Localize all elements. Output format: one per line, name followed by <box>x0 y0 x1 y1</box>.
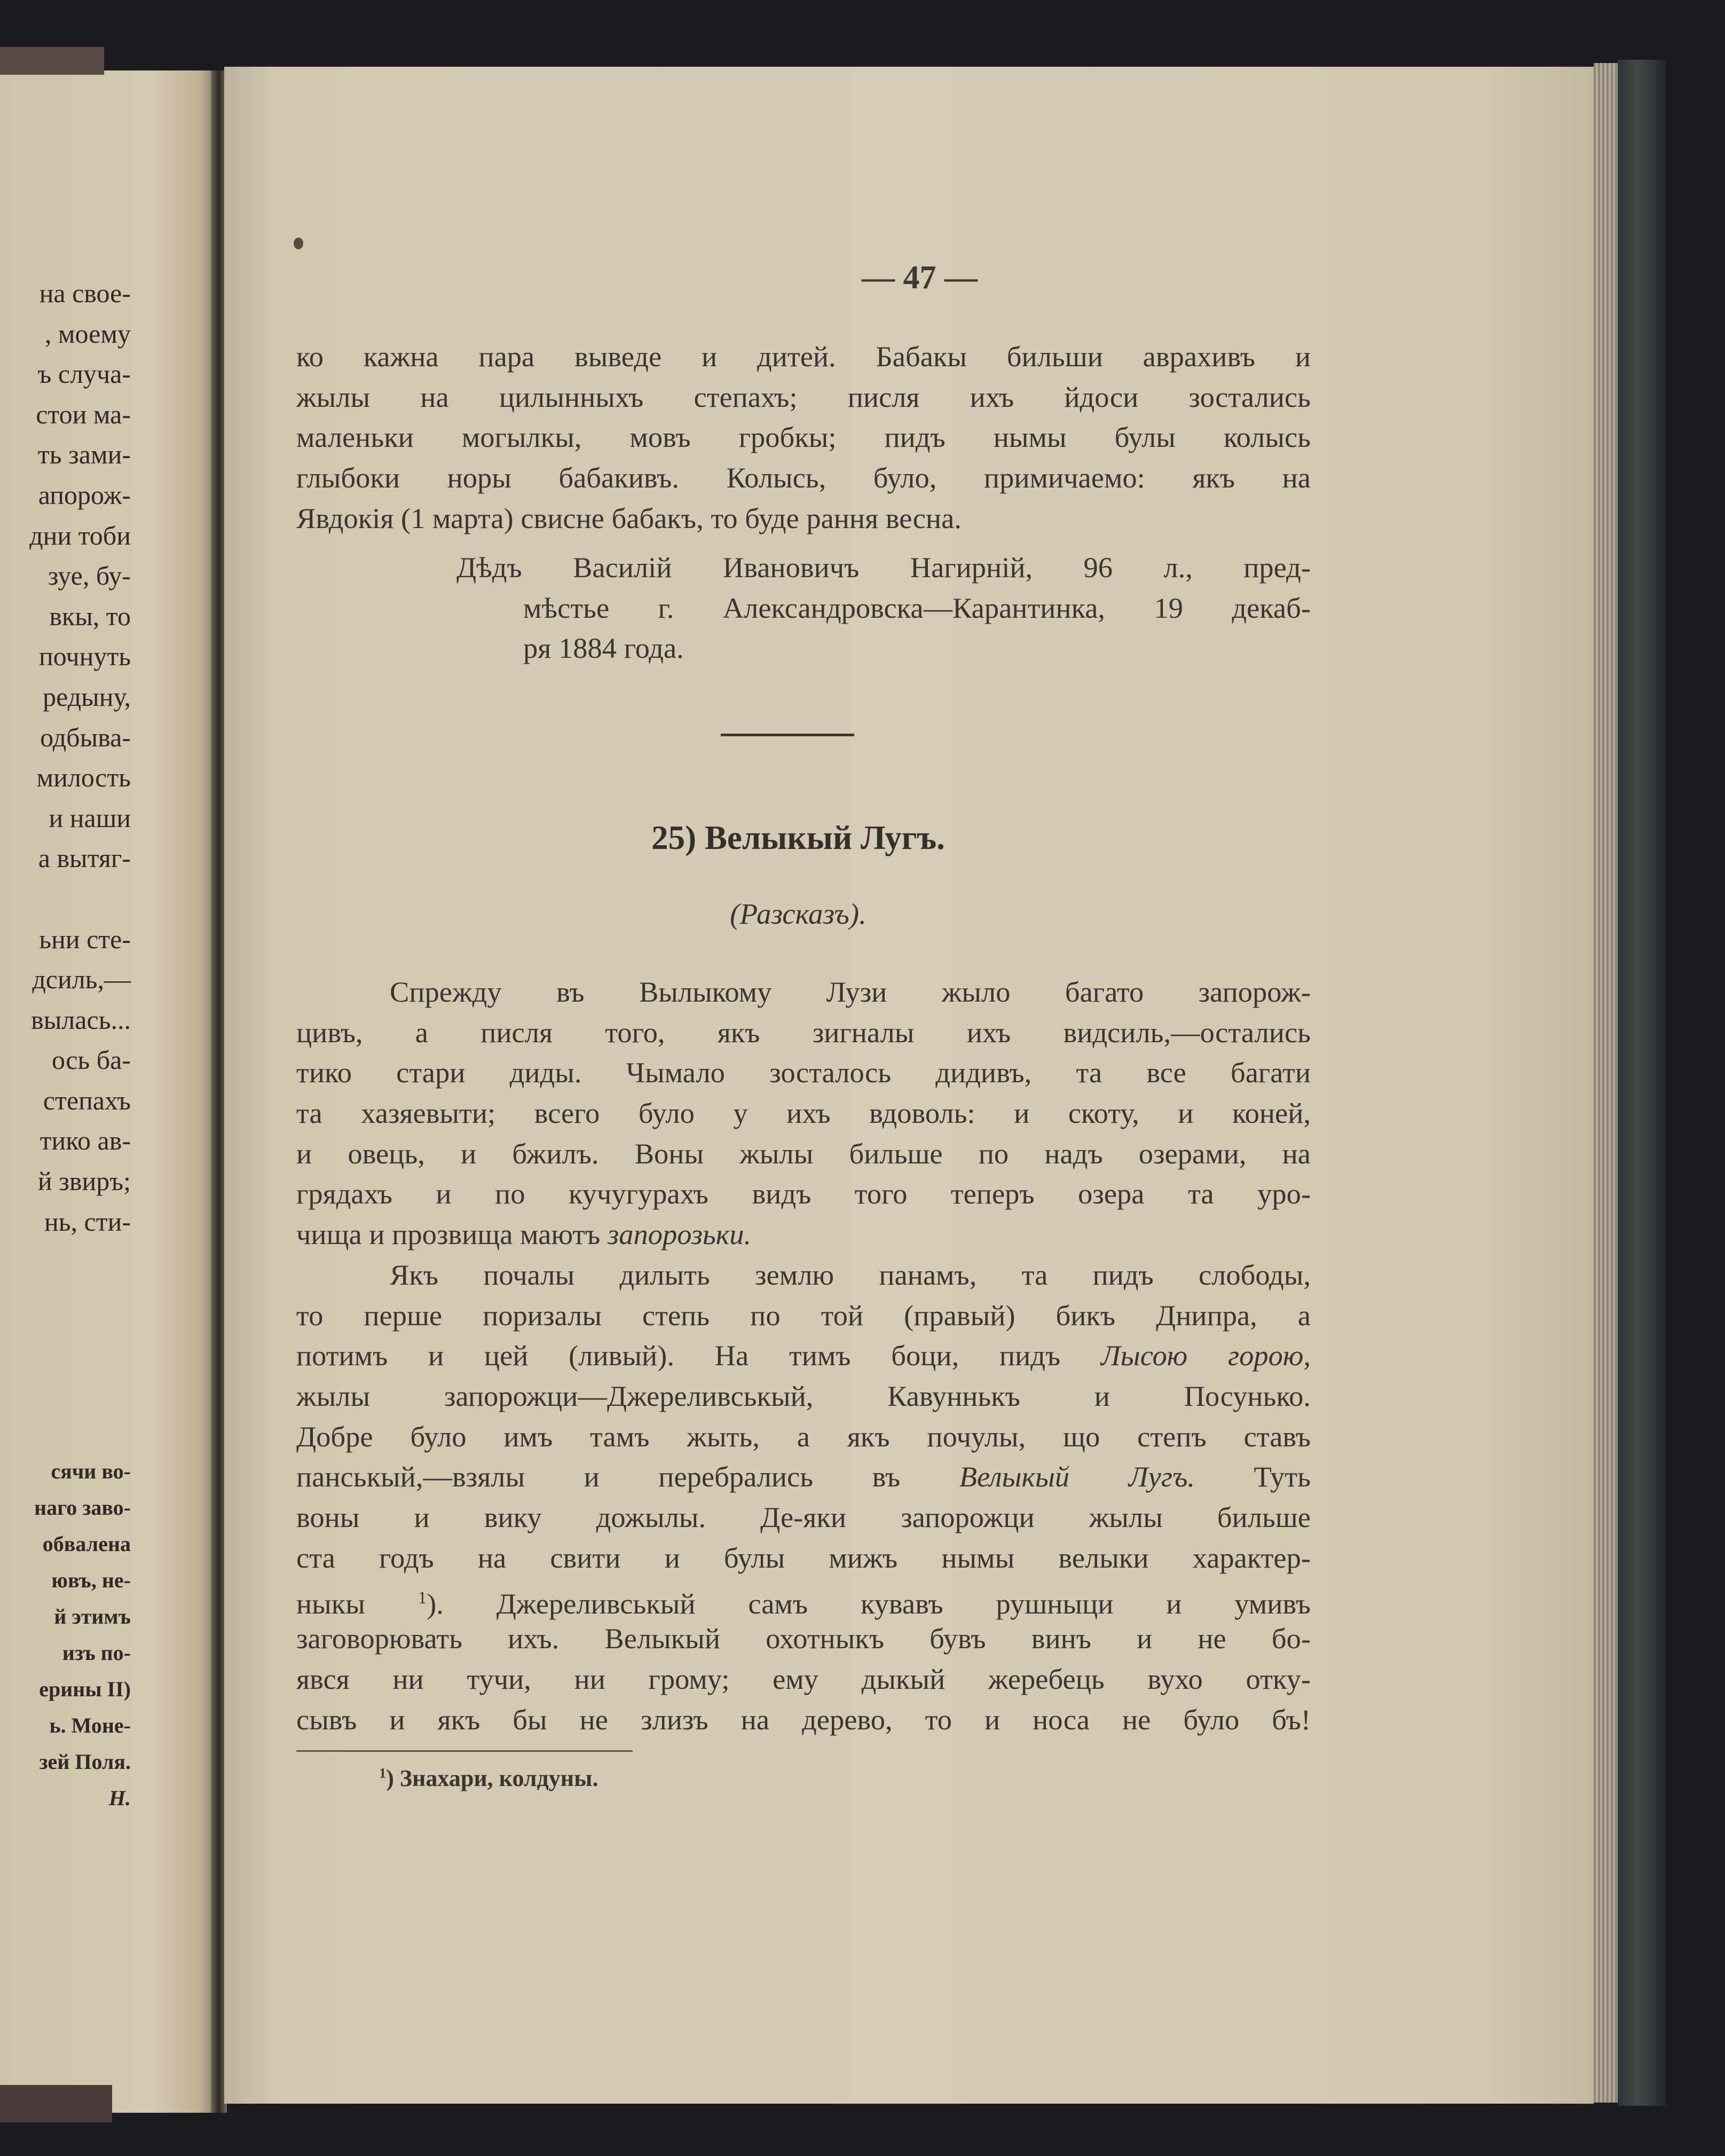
paragraph-story-1 <box>296 972 1311 1255</box>
ink-spot <box>294 238 303 249</box>
previous-page-line: степахъ <box>43 1085 131 1115</box>
footnote-mark: 1 <box>379 1765 387 1781</box>
text-line: жылы на цилынныхъ степахъ; писля ихъ йдоси зостались <box>296 380 1311 413</box>
previous-page-text <box>29 273 131 1242</box>
previous-page-line: тико ав- <box>40 1126 131 1156</box>
text-line: та хазяевыти; всего було у ихъ вдоволь: и скоту, и коней, <box>296 1097 1311 1130</box>
text-line: глыбоки норы бабакивъ. Колысь, було, примичаемо: якъ на <box>296 461 1311 494</box>
text-line: Якъ почалы дилыть землю панамъ, та пидъ слободы, <box>390 1258 1311 1291</box>
paragraph-story-2 <box>296 1255 1311 1740</box>
paragraph-marmots <box>296 336 1311 538</box>
attribution-line: Дѣдъ Василій Ивановичъ Нагирній, 96 л., пред- <box>456 551 1311 584</box>
previous-page-line: одбыва- <box>40 722 131 752</box>
previous-page <box>0 70 216 2113</box>
previous-page-line: дни тоби <box>29 520 131 550</box>
footnote-ref[interactable]: 1 <box>418 1588 427 1608</box>
text-line <box>296 1457 1311 1497</box>
previous-page-footnote-line: зей Поля. <box>39 1750 131 1774</box>
previous-page-footnote-line: Н. <box>108 1786 131 1810</box>
previous-page-line: зуе, бу- <box>48 561 131 591</box>
previous-page-line: дсиль,— <box>32 964 131 995</box>
previous-page-footnote-line: изъ по- <box>62 1641 131 1665</box>
text-span: потимъ и цей (ливый). На тимъ боци, пидъ <box>296 1339 1101 1372</box>
text-span: Туть <box>1194 1460 1311 1493</box>
italic-term: Лысою горою, <box>1100 1339 1311 1372</box>
previous-page-line: вкы, то <box>49 601 131 631</box>
previous-page-line: на свое- <box>39 278 131 308</box>
previous-page-line: нь, сти- <box>44 1206 131 1237</box>
italic-term: Велыкый Лугъ. <box>959 1460 1195 1493</box>
text-span: панськый,—взялы и перебрались въ <box>296 1460 959 1493</box>
previous-page-line: й звиръ; <box>37 1166 131 1197</box>
text-line: воны и вику дожылы. Де-яки запорожци жылы бильше <box>296 1501 1311 1534</box>
previous-page-footnote-line: обвалена <box>42 1532 131 1556</box>
previous-page-line: а вытяг- <box>38 843 131 874</box>
attribution <box>456 547 1311 668</box>
previous-page-footnote-line: наго заво- <box>34 1496 131 1520</box>
text-line <box>296 1214 1311 1255</box>
page-47 <box>224 67 1594 2104</box>
previous-page-line: ось ба- <box>51 1045 131 1075</box>
attribution-line: ря 1884 года. <box>523 632 684 665</box>
previous-page-line: апорож- <box>38 479 131 510</box>
section-heading: 25) Велыкый Лугъ. <box>651 819 945 856</box>
previous-page-line: вылась... <box>31 1004 131 1035</box>
text-line <box>296 1335 1311 1376</box>
text-line: явся ни тучи, ни грому; ему дыкый жеребець вухо отку- <box>296 1662 1311 1695</box>
text-span: чища и прозвища маютъ <box>296 1218 608 1251</box>
previous-page-footnote-line: ерины II) <box>39 1677 131 1701</box>
attribution-line: мѣстье г. Александровска—Карантинка, 19 декаб- <box>523 591 1311 624</box>
text-line: тико стари диды. Чымало зосталось дидивъ, та все багати <box>296 1056 1311 1089</box>
previous-page-line: редыну, <box>43 681 131 712</box>
text-line: грядахъ и по кучугурахъ видъ того теперъ озера та уро- <box>296 1177 1311 1210</box>
previous-page-footnote-line: ь. Моне- <box>49 1713 131 1737</box>
book-cover-bottom-left <box>0 2085 112 2122</box>
text-line: заговорювать ихъ. Велыкый охотныкъ бувъ винъ и не бо- <box>296 1622 1311 1655</box>
previous-page-line: , моему <box>44 318 131 349</box>
previous-page-footnote-line: ювъ, не- <box>51 1568 131 1592</box>
previous-page-footnote-line: й этимъ <box>54 1604 131 1628</box>
previous-page-line <box>29 879 131 919</box>
previous-page-line: стои ма- <box>36 399 131 429</box>
footnote-text: ) Знахари, колдуны. <box>386 1765 598 1791</box>
section-subheading: (Разсказъ). <box>730 898 867 930</box>
previous-page-footnotes <box>34 1453 131 1816</box>
page-stack-edge <box>1594 63 1618 2103</box>
text-line: сывъ и якъ бы не злизъ на дерево, то и носа не було бъ! <box>296 1703 1311 1736</box>
previous-page-line: почнуть <box>38 641 131 672</box>
text-line: ко кажна пара выведе и дитей. Бабакы бильши аврахивъ и <box>296 340 1311 373</box>
previous-page-footnote-line: сячи во- <box>51 1459 131 1483</box>
italic-term: запорозьки. <box>607 1218 752 1251</box>
text-span: ныкы <box>296 1587 418 1620</box>
text-line: цивъ, а писля того, якъ зигналы ихъ видсиль,—остались <box>296 1016 1311 1049</box>
book-cover-top-left <box>0 47 104 75</box>
section-divider <box>721 734 854 736</box>
page-number: — 47 — <box>862 259 978 296</box>
text-line <box>296 1578 1311 1619</box>
previous-page-line: милость <box>36 762 131 793</box>
previous-page-line: ьни сте- <box>39 924 131 954</box>
text-line: маленьки могылкы, мовъ гробкы; пидъ нымы булы колысь <box>296 421 1311 454</box>
footnote-divider <box>296 1750 633 1752</box>
previous-page-line: ть зами- <box>37 439 131 470</box>
previous-page-line: ъ случа- <box>37 359 131 389</box>
text-line: Спрежду въ Вылыкому Лузи жыло багато запорож- <box>390 975 1311 1008</box>
footnote <box>379 1765 598 1792</box>
previous-page-line: и наши <box>49 802 131 833</box>
text-line: Явдокія (1 марта) свисне бабакъ, то буде рання весна. <box>296 501 962 534</box>
text-line: Добре було имъ тамъ жыть, а якъ почулы, що степъ ставъ <box>296 1420 1311 1453</box>
book-cover-right <box>1618 60 1666 2106</box>
text-line: то перше поризалы степь по той (правый) бикъ Днипра, а <box>296 1299 1311 1332</box>
text-line: и овець, и бжилъ. Воны жылы бильше по надъ озерами, на <box>296 1137 1311 1170</box>
text-line: жылы запорожци—Джереливськый, Кавуннькъ и Посунько. <box>296 1380 1311 1413</box>
text-line: ста годъ на свити и булы мижъ нымы велыки характер- <box>296 1541 1311 1574</box>
text-span: ). Джереливськый самъ кувавъ рушныци и умивъ <box>427 1587 1311 1620</box>
